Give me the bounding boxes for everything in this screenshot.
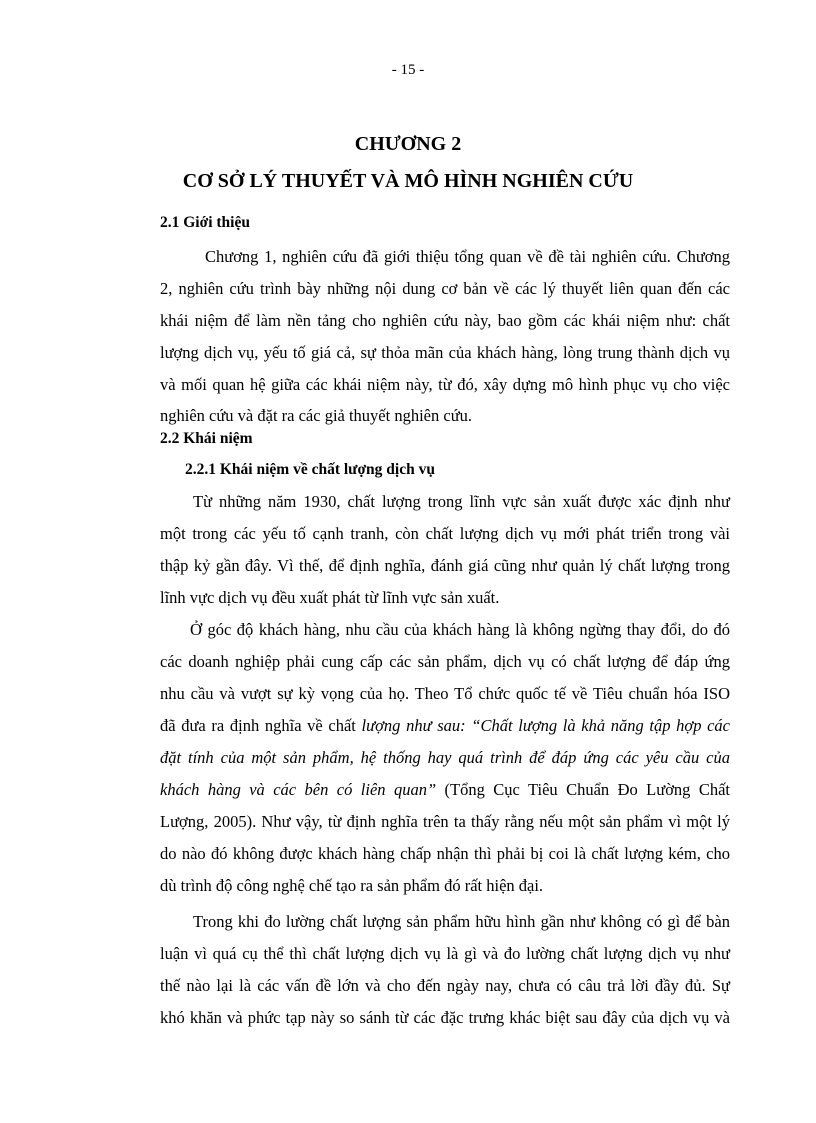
paragraph-3-line: các doanh nghiệp phải cung cấp các sản phẩm, dịch vụ có chất lượng để đáp ứng — [160, 652, 730, 671]
paragraph-3-line: Ở góc độ khách hàng, nhu cầu của khách hàng là không ngừng thay đổi, do đó — [190, 620, 730, 639]
section-2-2-heading: 2.2 Khái niệm — [160, 430, 253, 447]
paragraph-4-line: luận vì quá cụ thể thì chất lượng dịch vụ là gì và đo lường chất lượng dịch vụ như — [160, 944, 730, 963]
iso-definition-quote: khách hàng và các bên có liên quan” — [160, 780, 437, 799]
paragraph-4-line: thế nào lại là các vấn đề lớn và cho đến ngày nay, chưa có câu trả lời đầy đủ. Sự — [160, 976, 730, 995]
paragraph-4-line: khó khăn và phức tạp này so sánh từ các đặc trưng khác biệt sau đây của dịch vụ và — [160, 1008, 730, 1027]
paragraph-1-line: Chương 1, nghiên cứu đã giới thiệu tổng quan về đề tài nghiên cứu. Chương — [205, 247, 730, 266]
paragraph-2-line: Từ những năm 1930, chất lượng trong lĩnh vực sản xuất được xác định như — [193, 492, 730, 511]
paragraph-3-line: nhu cầu và vượt sự kỳ vọng của họ. Theo Tổ chức quốc tế về Tiêu chuẩn hóa ISO — [160, 684, 730, 703]
paragraph-3-line: do nào đó không được khách hàng chấp nhận thì phải bị coi là chất lượng kém, cho — [160, 844, 730, 863]
citation: (Tổng Cục Tiêu Chuẩn Đo Lường Chất — [436, 780, 731, 799]
paragraph-1-line: và mối quan hệ giữa các khái niệm này, từ đó, xây dựng mô hình phục vụ cho việc — [160, 375, 730, 394]
paragraph-2-line: một trong các yếu tố cạnh tranh, còn chất lượng dịch vụ mới phát triển trong vài — [160, 524, 730, 543]
paragraph-3-line: Lượng, 2005). Như vậy, từ định nghĩa trên ta thấy rằng nếu một sản phẩm vì một lý — [160, 812, 730, 831]
section-2-2-1-heading: 2.2.1 Khái niệm về chất lượng dịch vụ — [185, 461, 435, 478]
paragraph-2-line: thập kỷ gần đây. Vì thế, để định nghĩa, đánh giá cũng như quản lý chất lượng trong — [160, 556, 730, 575]
paragraph-1-line: nghiên cứu và đặt ra các giả thuyết nghiên cứu. — [160, 406, 473, 425]
paragraph-1-line: khái niệm để làm nền tảng cho nghiên cứu này, bao gồm các khái niệm như: chất — [160, 311, 730, 330]
paragraph-3-text: đã đưa ra định nghĩa về chất — [160, 716, 362, 735]
paragraph-4-line: Trong khi đo lường chất lượng sản phẩm hữu hình gần như không có gì để bàn — [193, 912, 730, 931]
iso-definition-quote: đặt tính của một sản phẩm, hệ thống hay quá trình để đáp ứng các yêu cầu của — [160, 748, 730, 767]
paragraph-3-line: dù trình độ công nghệ chế tạo ra sản phẩm đó rất hiện đại. — [160, 876, 544, 895]
paragraph-2-line: lĩnh vực dịch vụ đều xuất phát từ lĩnh vực sản xuất. — [160, 588, 500, 607]
paragraph-3-line — [160, 780, 730, 800]
chapter-title: CƠ SỞ LÝ THUYẾT VÀ MÔ HÌNH NGHIÊN CỨU — [182, 170, 634, 192]
section-2-1-heading: 2.1 Giới thiệu — [160, 214, 250, 231]
iso-definition-quote: lượng như sau: “Chất lượng là khả năng tập hợp các — [361, 716, 730, 735]
paragraph-1-line: lượng dịch vụ, yếu tố giá cả, sự thỏa mãn của khách hàng, lòng trung thành dịch vụ — [160, 343, 730, 362]
page-number: - 15 - — [391, 62, 425, 78]
paragraph-1-line: 2, nghiên cứu trình bày những nội dung cơ bản về các lý thuyết liên quan đến các — [160, 279, 730, 298]
paragraph-3-line — [160, 716, 730, 736]
chapter-number: CHƯƠNG 2 — [354, 133, 462, 155]
